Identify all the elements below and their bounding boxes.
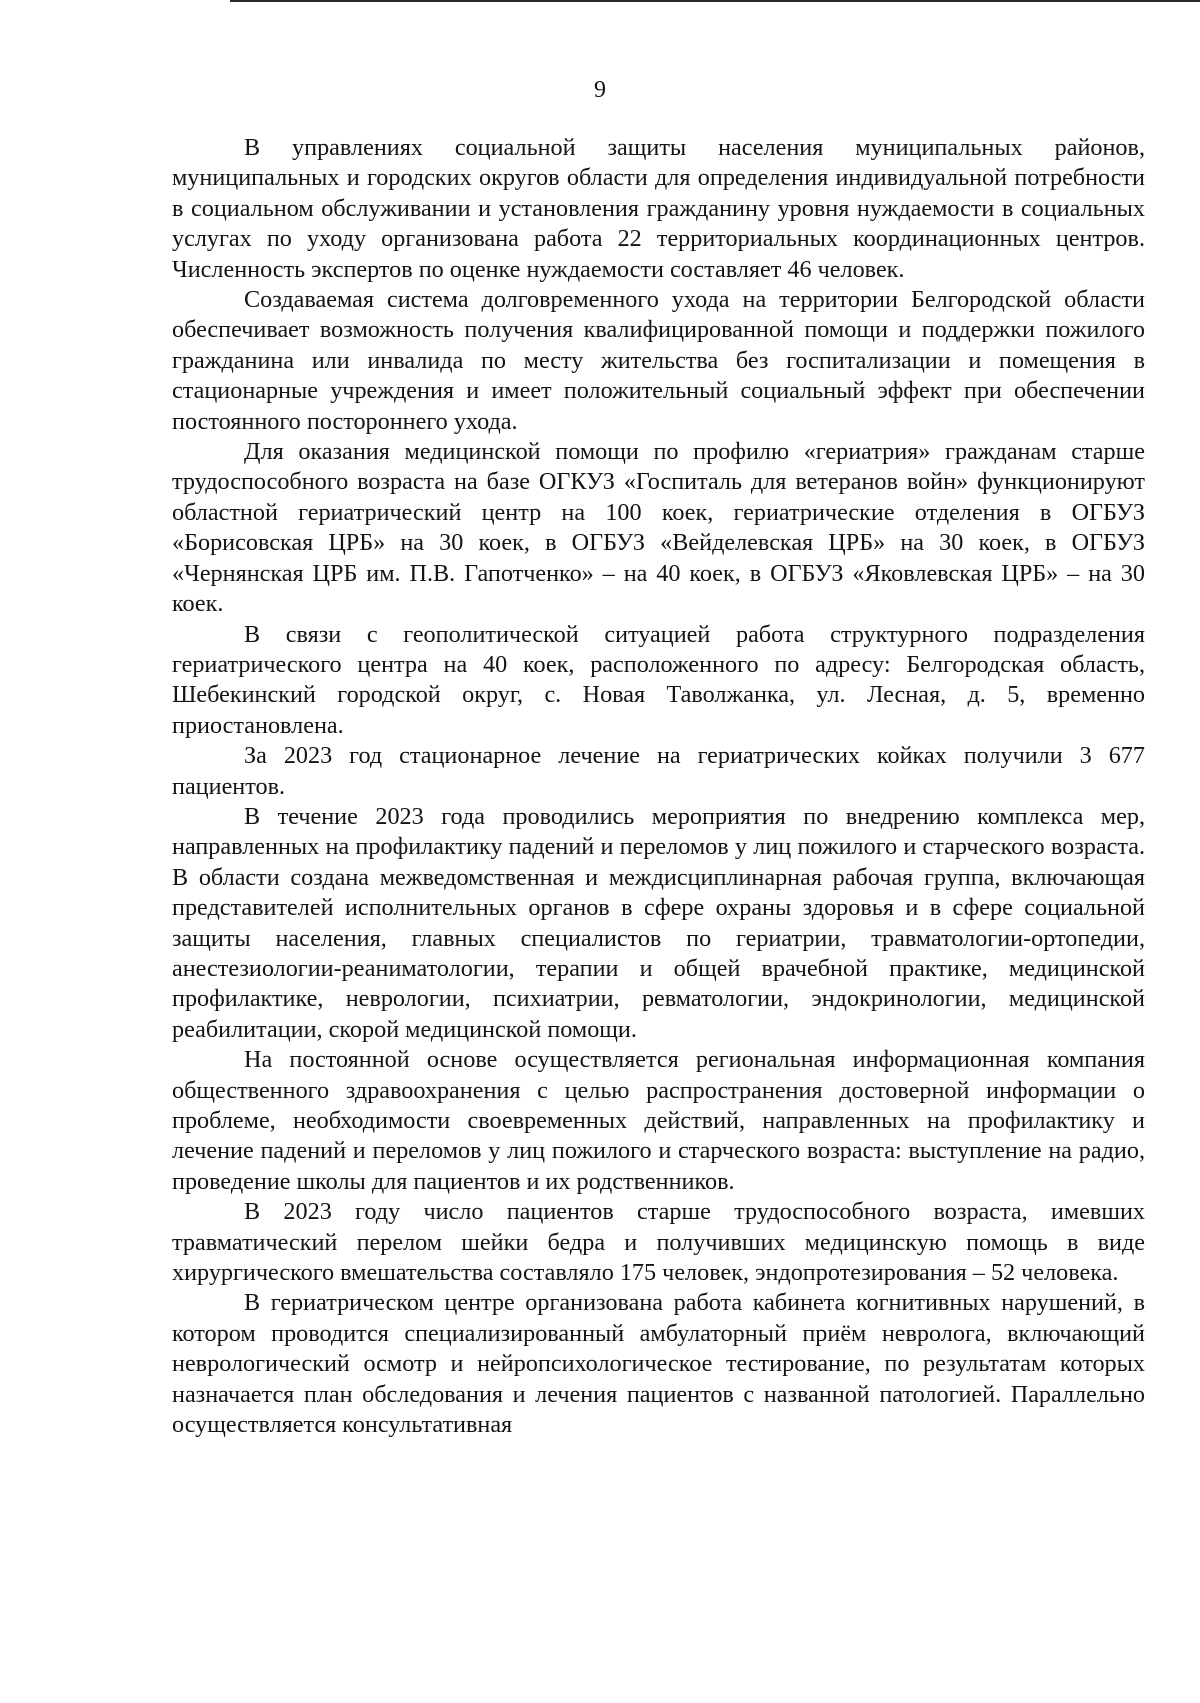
paragraph-fall-prevention: В течение 2023 года проводились мероприятия по внедрению комплекса мер, направленных на профилактику падений и переломов у лиц пожилого и старческого возраста. В области создана межведомственная и междисциплинарная рабочая группа, включающая представителей исполнительных органов в сфере охраны здоровья и в сфере социальной защиты населения, главных специалистов по гериатрии, травматологии-ортопедии, анестезиологии-реаниматологии, терапии и общей врачебной практике, медицинской профилактике, неврологии, психиатрии, ревматологии, эндокринологии, медицинской реабилитации, скорой медицинской помощи. — [172, 802, 1145, 1043]
paragraph-geriatric-beds: Для оказания медицинской помощи по профилю «гериатрия» гражданам старше трудоспособного возраста на базе ОГКУЗ «Госпиталь для ветеранов войн» функционируют областной гериатрический центр на 100 коек, гериатрические отделения в ОГБУЗ «Борисовская ЦРБ» на 30 коек, в ОГБУЗ «Вейделевская ЦРБ» на 30 коек, в ОГБУЗ «Чернянская ЦРБ им. П.В. Гапотченко» – на 40 коек, в ОГБУЗ «Яковлевская ЦРБ» – на 30 коек. — [172, 438, 1145, 618]
document-body — [172, 133, 1145, 1440]
top-edge-rule — [230, 0, 1200, 2]
paragraph-territorial-centers: В управлениях социальной защиты населения муниципальных районов, муниципальных и городских округов области для определения индивидуальной потребности в социальном обслуживании и установления гражданину уровня нуждаемости в социальных услугах по уходу организована работа 22 территориальных координационных центров. Численность экспертов по оценке нуждаемости составляет 46 человек. — [172, 134, 1145, 283]
paragraph-suspended-unit: В связи с геополитической ситуацией работа структурного подразделения гериатрического центра на 40 коек, расположенного по адресу: Белгородская область, Шебекинский городской округ, с. Новая Таволжанка, ул. Лесная, д. 5, временно приостановлена. — [172, 620, 1145, 739]
paragraph-hip-fracture: В 2023 году число пациентов старше трудоспособного возраста, имевших травматический перелом шейки бедра и получивших медицинскую помощь в виде хирургического вмешательства составляло 175 человек, эндопротезирования – 52 человека. — [172, 1198, 1145, 1287]
paragraph-inpatient-treatment: За 2023 год стационарное лечение на гериатрических койках получили 3 677 пациентов. — [172, 742, 1145, 800]
paragraph-information-campaign: На постоянной основе осуществляется региональная информационная компания общественного здравоохранения с целью распространения достоверной информации о проблеме, необходимости своевременных действий, направленных на профилактику и лечение падений и переломов у лиц пожилого и старческого возраста: выступление на радио, проведение школы для пациентов и их родственников. — [172, 1046, 1145, 1195]
paragraph-cognitive-office: В гериатрическом центре организована работа кабинета когнитивных нарушений, в котором проводится специализированный амбулаторный приём невролога, включающий неврологический осмотр и нейропсихологическое тестирование, по результатам которых назначается план обследования и лечения пациентов с названной патологией. Параллельно осуществляется консультативная — [172, 1289, 1145, 1439]
page-number: 9 — [594, 77, 606, 103]
paragraph-long-term-care: Создаваемая система долговременного ухода на территории Белгородской области обеспечивает возможность получения квалифицированной помощи и поддержки пожилого гражданина или инвалида по месту жительства без госпитализации и помещения в стационарные учреждения и имеет положительный социальный эффект при обеспечении постоянного постороннего ухода. — [172, 286, 1145, 435]
